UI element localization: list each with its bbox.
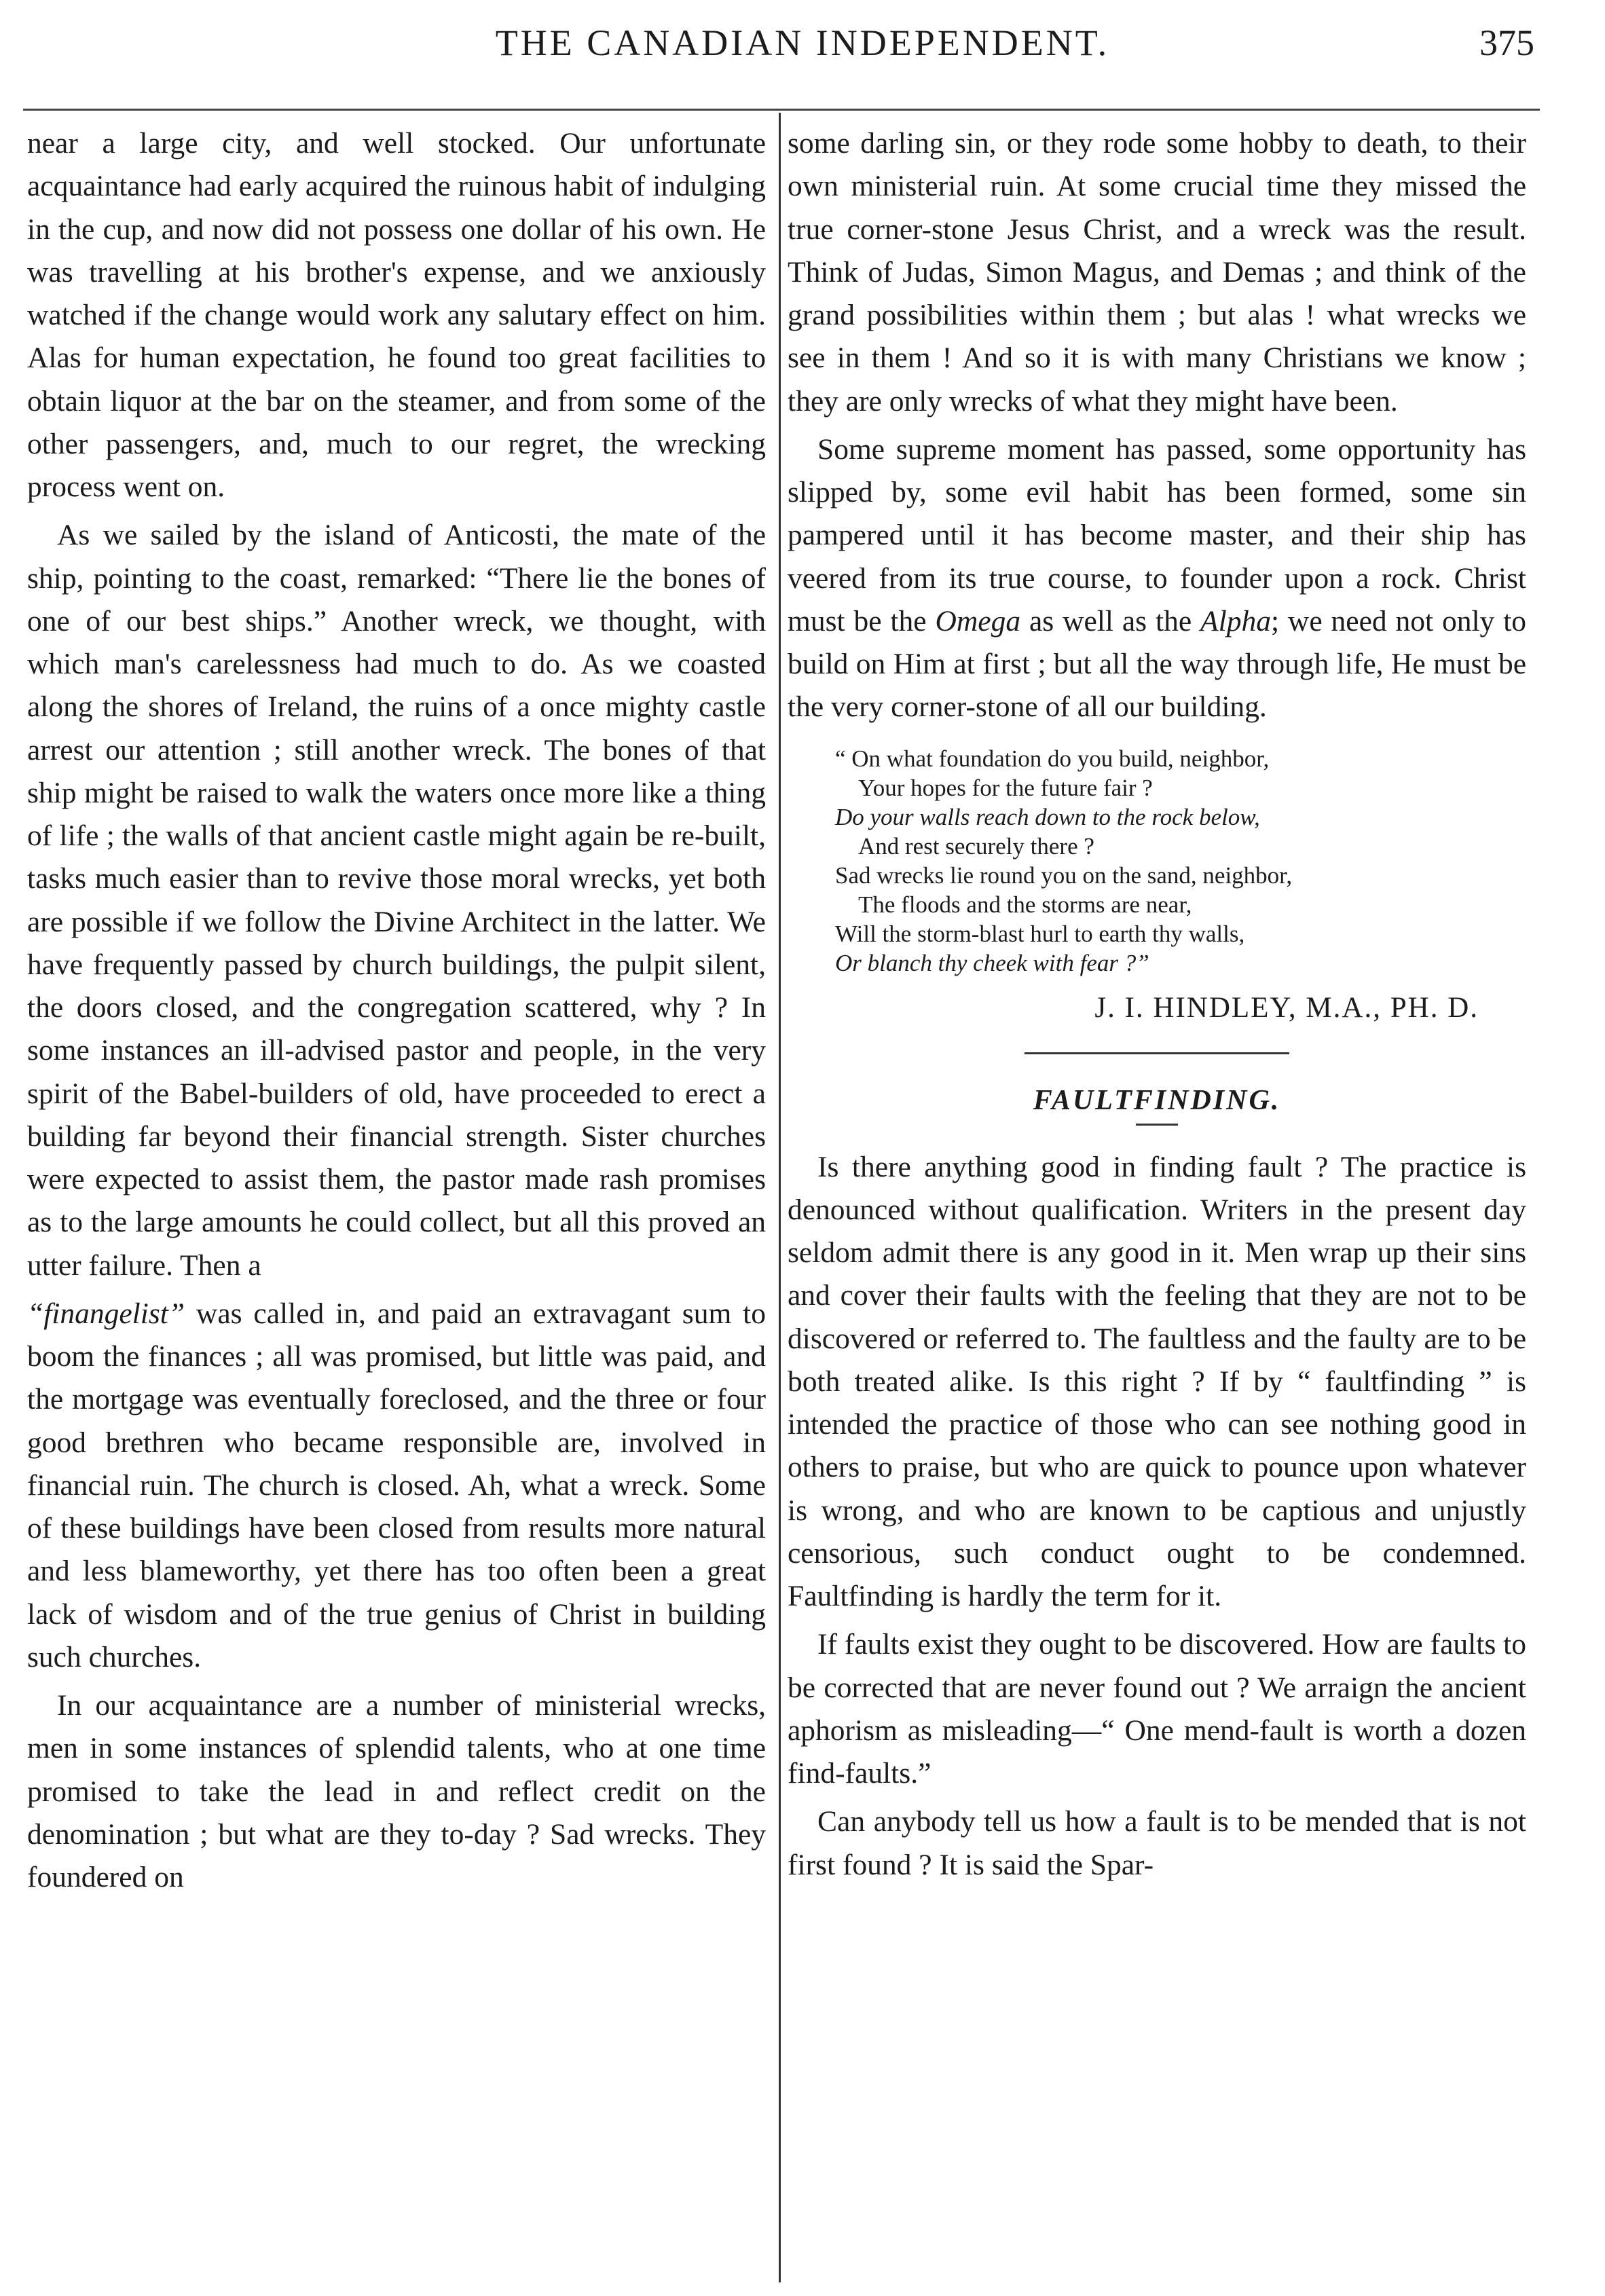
paragraph: Can anybody tell us how a fault is to be mended that is not first found ? It is said the Spar- (788, 1805, 1526, 1881)
poem-line: Do your walls reach down to the rock below, (835, 803, 1260, 830)
column-divider (779, 113, 781, 2282)
paragraph (788, 428, 1526, 729)
paragraph: some darling sin, or they rode some hobby to death, to their own ministerial ruin. At some crucial time they missed the true corner-stone Jesus Christ, and a wreck was the result. Think of Judas, Simon Magus, and Demas ; and think of the grand possibilities within them ; but alas ! what wrecks we see in them ! And so it is with many Christians we know ; they are only wrecks of what they might have been. (788, 127, 1526, 418)
poem-line: Sad wrecks lie round you on the sand, neighbor, (835, 862, 1293, 889)
paragraph (27, 1293, 766, 1679)
finangelist-term: “finangelist” (27, 1297, 185, 1330)
alpha-term: Alpha (1200, 604, 1271, 637)
omega-term: Omega (935, 604, 1021, 637)
poem (835, 744, 1526, 978)
paragraph: near a large city, and well stocked. Our unfortunate acquaintance had early acquired the ruinous habit of indulging in the cup, and now did not possess one dollar of his own. He was travelling at his brother's expense, and we anxiously watched if the change would work any salutary effect on him. Alas for human expectation, he found too great facilities to obtain liquor at the bar on the steamer, and from some of the other passengers, and, much to our regret, the wrecking process went on. (27, 127, 766, 503)
title-underline (1136, 1124, 1178, 1126)
paragraph-text: was called in, and paid an extravagant sum to boom the finances ; all was promised, but little was paid, and the mortgage was eventually foreclosed, and the three or four good brethren who became responsible are, involved in financial ruin. The church is closed. Ah, what a wreck. Some of these buildings have been closed from results more natural and less blameworthy, yet there has too often been a great lack of wisdom and of the true genius of Christ in building such churches. (27, 1297, 766, 1673)
right-column (788, 122, 1526, 1892)
poem-line: Or blanch thy cheek with fear ?” (835, 949, 1149, 976)
poem-line: And rest securely there ? (858, 832, 1094, 859)
page-number: 375 (1479, 22, 1534, 63)
poem-line: “ On what foundation do you build, neighbor, (835, 745, 1270, 772)
paragraph-text: as well as the (1029, 604, 1192, 637)
section-separator (1025, 1052, 1289, 1054)
paragraph-text: ; we need not only to build on Him at first ; but all the way through life, He must be the very corner-stone of all our building. (788, 604, 1527, 724)
section-title: FAULTFINDING. (1033, 1084, 1281, 1116)
poem-line: Your hopes for the future fair ? (858, 774, 1153, 801)
paragraph-text: Some supreme moment has passed, some opportunity has slipped by, some evil habit has been formed, some sin pampered until it has become master, and their ship has veered from its true course, to founder upon a rock. Christ must be the (788, 432, 1526, 637)
signature: J. I. HINDLEY, M.A., PH. D. (1094, 991, 1479, 1024)
paragraph: As we sailed by the island of Anticosti, the mate of the ship, pointing to the coast, remarked: “There lie the bones of one of our best ships.” Another wreck, we thought, with which man's carelessness had much to do. As we coasted along the shores of Ireland, the ruins of a once mighty castle arrest our attention ; still another wreck. The bones of that ship might be raised to walk the waters once more like a thing of life ; the walls of that ancient castle might again be re-built, tasks much easier than to revive those moral wrecks, yet both are possible if we follow the Divine Architect in the latter. We have frequently passed by church buildings, the pulpit silent, the doors closed, and the congregation scattered, why ? In some instances an ill-advised pastor and people, in the very spirit of the Babel-builders of old, have proceeded to erect a building far beyond their financial strength. Sister churches were expected to assist them, the pastor made rash promises as to the large amounts he could collect, but all this proved an utter failure. Then a (27, 519, 766, 1282)
paragraph: In our acquaintance are a number of ministerial wrecks, men in some instances of splendid talents, who at one time promised to take the lead in and reflect credit on the denomination ; but what are they to-day ? Sad wrecks. They foundered on (27, 1689, 766, 1893)
poem-line: The floods and the storms are near, (858, 891, 1192, 918)
header-rule (23, 109, 1540, 111)
poem-line: Will the storm-blast hurl to earth thy walls, (835, 920, 1245, 947)
paragraph: If faults exist they ought to be discovered. How are faults to be corrected that are never found out ? We arraign the ancient aphorism as misleading—“ One mend-fault is worth a dozen find-faults.” (788, 1628, 1526, 1790)
left-column (27, 122, 766, 1904)
paragraph: Is there anything good in finding fault ? The practice is denounced without qualification. Writers in the present day seldom admit there is any good in it. Men wrap up their sins and cover their faults with the feeling that they are not to be discovered or referred to. The faultless and the faulty are to be both treated alike. Is this right ? If by “ faultfinding ” is intended the practice of those who can see nothing good in others to praise, but who are quick to pounce upon whatever is wrong, and who are known to be captious and unjustly censorious, such conduct ought to be condemned. Faultfinding is hardly the term for it. (788, 1150, 1526, 1612)
page-header-title: THE CANADIAN INDEPENDENT. (495, 22, 1110, 63)
